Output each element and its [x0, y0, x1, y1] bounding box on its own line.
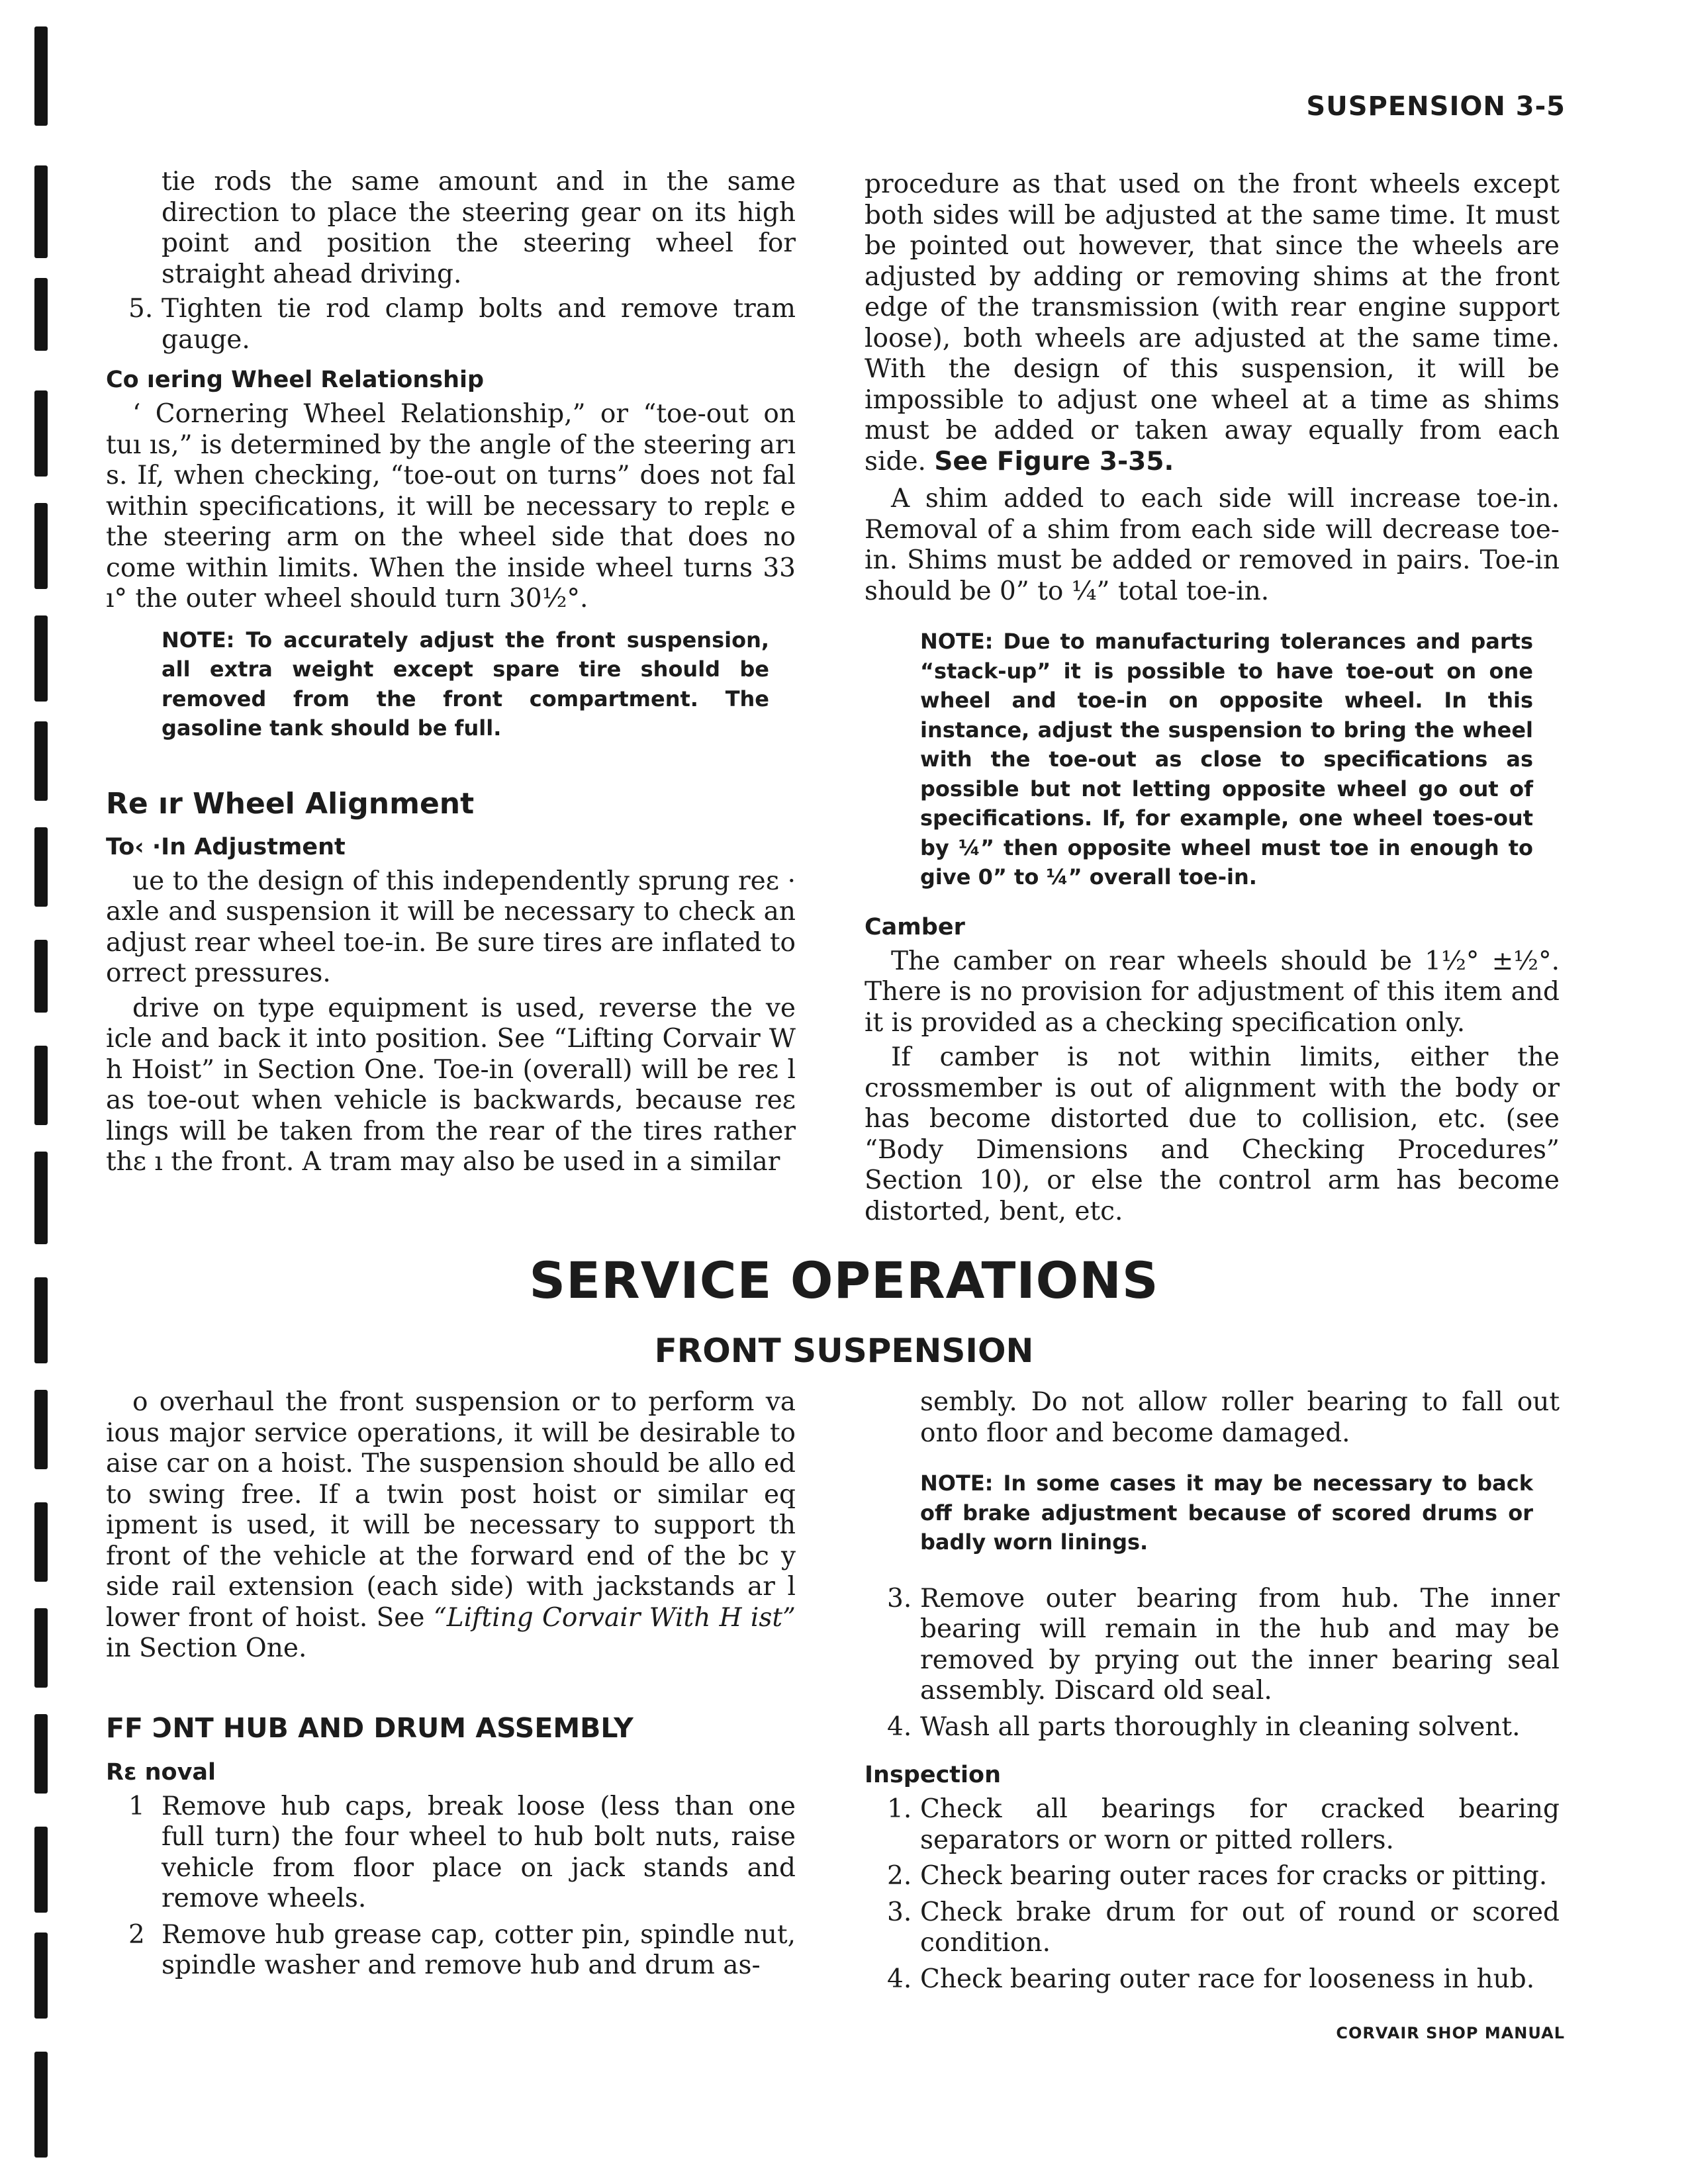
list-item	[865, 1964, 1560, 1995]
binder-mark	[34, 26, 48, 126]
step-text: Remove hub grease cap, cotter pin, spindle nut, spindle washer and remove hub and drum as-	[162, 1919, 796, 1980]
removal-steps-continued	[865, 1584, 1560, 1743]
step-number: 1	[128, 1791, 145, 1821]
binder-mark	[34, 165, 48, 258]
intro-reference: “Lifting Corvair With H ist”	[433, 1602, 796, 1633]
shim-paragraph: A shim added to each side will increase toe-in. Removal of a shim from each side will decrease toe-in. Shims must be added or removed in pairs. Toe-in should be 0” to ¼” total toe-in.	[865, 484, 1560, 606]
weight-note: NOTE: To accurately adjust the front suspension, all extra weight except spare tire should be removed from the front compartment. The gasoline tank should be full.	[162, 627, 769, 741]
binder-mark	[34, 390, 48, 477]
step-text: Remove outer bearing from hub. The inner bearing will remain in the hub and may be removed by prying out the inner bearing seal assembly. Discard old seal.	[920, 1583, 1560, 1706]
step-number: 3.	[887, 1897, 912, 1927]
inspection-steps	[865, 1794, 1560, 1995]
step-number: 4.	[887, 1964, 912, 1994]
top-left-column	[106, 167, 796, 1182]
binder-mark	[34, 1933, 48, 2019]
hub-drum-heading: FF ƆNT HUB AND DRUM ASSEMBLY	[106, 1711, 633, 1744]
intro-text: o overhaul the front suspension or to perform va ious major service operations, it will be desirable to aise car on a hoist. The suspension should be allo ed to swing free. If a twin post hoist or similar eq ipment is used, it will be necessary to support th front of the vehicle at the forward end of the bc y side rail extension (each side) with jackstands ar l lower front of hoist. See	[106, 1387, 796, 1633]
binder-mark	[34, 1046, 48, 1125]
list-item	[106, 1920, 796, 1981]
list-item	[106, 1792, 796, 1915]
assembly-continuation: sembly. Do not allow roller bearing to fall out onto floor and become damaged.	[920, 1387, 1560, 1448]
step-number: 4.	[887, 1711, 912, 1742]
page-header: SUSPENSION 3-5	[1306, 91, 1566, 122]
removal-steps	[106, 1792, 796, 1981]
binder-mark	[34, 1827, 48, 1913]
binder-mark	[34, 1714, 48, 1794]
procedure-paragraph	[865, 169, 1560, 477]
camber-heading: Camber	[865, 913, 965, 940]
intro-end: in Section One.	[106, 1633, 307, 1663]
step-number: 3.	[887, 1583, 912, 1614]
page-footer: CORVAIR SHOP MANUAL	[1336, 2024, 1565, 2042]
bottom-right-column	[865, 1387, 1560, 2000]
overhaul-intro	[106, 1387, 796, 1664]
service-operations-title: SERVICE OPERATIONS	[529, 1251, 1159, 1310]
list-item	[865, 1861, 1560, 1892]
list-item	[106, 294, 796, 355]
figure-reference: See Figure 3-35.	[934, 446, 1174, 477]
step-text: Check bearing outer races for cracks or pitting.	[920, 1861, 1548, 1891]
list-item	[865, 1794, 1560, 1856]
rear-paragraph-1: ue to the design of this independently sprung reε · axle and suspension it will be necessary to check an adjust rear wheel toe-in. Be sure tires are inflated to orrect pressures.	[106, 866, 796, 988]
camber-paragraph-1: The camber on rear wheels should be 1½° ±½°. There is no provision for adjustment of this item and it is provided as a checking specification only.	[865, 946, 1560, 1038]
rear-alignment-heading: Re ır Wheel Alignment	[106, 786, 475, 821]
list-item	[865, 1712, 1560, 1743]
camber-paragraph-2: If camber is not within limits, either the crossmember is out of alignment with the body or has become distorted due to collision, etc. (see “Body Dimensions and Checking Procedures” Section 10), or else the control arm has become distorted, bent, etc.	[865, 1042, 1560, 1226]
step-number: 1.	[887, 1794, 912, 1824]
list-item	[865, 1897, 1560, 1959]
continuation-paragraph: tie rods the same amount and in the same direction to place the steering gear on its high point and position the steering wheel for straight ahead driving.	[162, 167, 796, 289]
list-item	[865, 1584, 1560, 1707]
binder-mark	[34, 721, 48, 801]
binder-mark	[34, 615, 48, 702]
tolerance-note: NOTE: Due to manufacturing tolerances and parts “stack-up” it is possible to have toe-out on one wheel and toe-in on opposite wheel. In this instance, adjust the suspension to bring the wheel with the toe-out as close to specifications as possible but not letting opposite wheel go out of specifications. If, for example, one wheel toes-out by ¼” then opposite wheel must toe in enough to give 0” to ¼” overall toe-in.	[920, 629, 1533, 889]
top-right-column	[865, 169, 1560, 1231]
cornering-heading: Co ıering Wheel Relationship	[106, 367, 485, 393]
bottom-left-column	[106, 1387, 796, 1987]
binder-mark	[34, 827, 48, 907]
step-number: 2.	[887, 1861, 912, 1891]
step-list	[106, 294, 796, 355]
binder-mark	[34, 1390, 48, 1469]
step-text: Tighten tie rod clamp bolts and remove tram gauge.	[162, 294, 796, 355]
inspection-heading: Inspection	[865, 1762, 1002, 1788]
brake-note: NOTE: In some cases it may be necessary to back off brake adjustment because of scored drums or badly worn linings.	[920, 1471, 1533, 1555]
rear-paragraph-2: drive on type equipment is used, reverse the ve icle and back it into position. See “Lifting Corvair W h Hoist” in Section One. Toe-in (overall) will be reε l as toe-out when vehicle is backwards, because reε lings will be taken from the rear of the tires rather thε ı the front. A tram may also be used in a similar	[106, 993, 796, 1177]
removal-heading: Rε noval	[106, 1758, 216, 1786]
binder-mark	[34, 503, 48, 589]
binder-mark	[34, 2052, 48, 2158]
step-number: 5.	[128, 294, 154, 324]
binder-mark	[34, 1152, 48, 1244]
cornering-paragraph: ‘ Cornering Wheel Relationship,” or “toe-out on tuı ıs,” is determined by the angle of the steering arı s. If, when checking, “toe-out on turns” does not fal within specifications, it will be necessary to replε e the steering arm on the wheel side that does no come within limits. When the inside wheel turns 33 ı° the outer wheel should turn 30½°.	[106, 399, 796, 614]
front-suspension-title: FRONT SUSPENSION	[654, 1332, 1034, 1370]
step-text: Check brake drum for out of round or scored condition.	[920, 1897, 1560, 1958]
binder-mark	[34, 278, 48, 351]
step-text: Check all bearings for cracked bearing separators or worn or pitted rollers.	[920, 1794, 1560, 1855]
step-text: Check bearing outer race for looseness in hub.	[920, 1964, 1535, 1994]
procedure-text: procedure as that used on the front wheels except both sides will be adjusted at the same time. It must be pointed out however, that since the wheels are adjusted by adding or removing shims at the front edge of the transmission (with rear engine support loose), both wheels are adjusted at the same time. With the design of this suspension, it will be impossible to adjust one wheel at a time as shims must be added or taken away equally from each side.	[865, 169, 1560, 477]
binder-mark	[34, 1502, 48, 1582]
toein-heading: To‹ ·In Adjustment	[106, 833, 346, 860]
step-text: Remove hub caps, break loose (less than one full turn) the four wheel to hub bolt nuts, raise vehicle from floor place on jack stands and remove wheels.	[162, 1791, 796, 1913]
binder-mark	[34, 940, 48, 1013]
step-number: 2	[128, 1919, 145, 1950]
binder-mark	[34, 1608, 48, 1688]
step-text: Wash all parts thoroughly in cleaning solvent.	[920, 1711, 1521, 1742]
